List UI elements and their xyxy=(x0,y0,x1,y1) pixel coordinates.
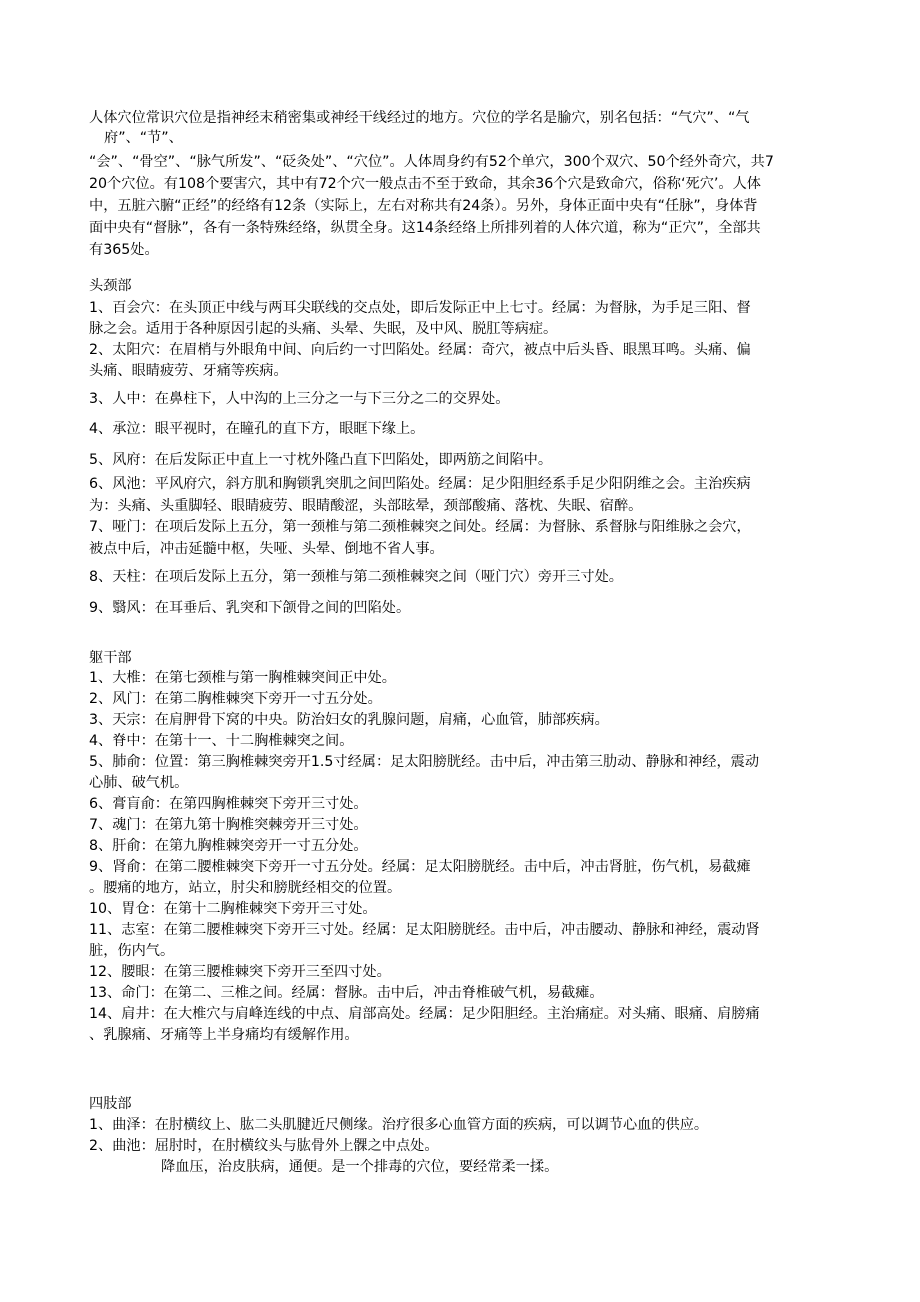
trunk-line-7: 6、膏肓俞：在第四胸椎棘突下旁开三寸处。 xyxy=(89,796,368,812)
head-line-6: 4、承泣：眼平视时，在瞳孔的直下方，眼眶下缘上。 xyxy=(89,421,425,437)
trunk-line-13: 11、志室：在第二腰椎棘突下旁开三寸处。经属：足太阳膀胱经。击中后，冲击腰动、静脉和神经，震动肾 xyxy=(89,922,760,938)
trunk-line-4: 4、脊中：在第十一、十二胸椎棘突之间。 xyxy=(89,733,354,749)
intro-line-6: 面中央有“督脉”，各有一条特殊经络，纵贯全身。这14条经络上所排列着的人体穴道，称为“正穴”，全部共 xyxy=(89,220,761,236)
section-title-head: 头颈部 xyxy=(89,278,132,294)
head-line-2: 脉之会。适用于各种原因引起的头痛、头晕、失眠，及中风、脱肛等病症。 xyxy=(89,321,558,337)
section-title-trunk: 躯干部 xyxy=(89,650,132,666)
trunk-line-6: 心肺、破气机。 xyxy=(89,775,189,791)
head-line-4: 头痛、眼睛疲劳、牙痛等疾病。 xyxy=(89,363,288,379)
trunk-line-17: 14、肩井：在大椎穴与肩峰连线的中点、肩部高处。经属：足少阳胆经。主治痛症。对头痛、眼痛、肩膀痛 xyxy=(89,1006,760,1022)
trunk-line-11: 。腰痛的地方，站立，肘尖和膀胱经相交的位置。 xyxy=(89,880,402,896)
head-line-10: 7、哑门：在项后发际上五分，第一颈椎与第二颈椎棘突之间处。经属：为督脉、系督脉与阳维脉之会穴， xyxy=(89,519,751,535)
intro-line-2: 府”、“节”、 xyxy=(104,130,183,146)
head-line-9: 为：头痛、头重脚轻、眼睛疲劳、眼睛酸涩，头部眩晕，颈部酸痛、落枕、失眠、宿醉。 xyxy=(89,498,643,514)
limbs-line-2: 2、曲池：屈肘时，在肘横纹头与肱骨外上髁之中点处。 xyxy=(89,1138,439,1154)
trunk-line-1: 1、大椎：在第七颈椎与第一胸椎棘突间正中处。 xyxy=(89,670,396,686)
head-line-7: 5、风府：在后发际正中直上一寸枕外隆凸直下凹陷处，即两筋之间陷中。 xyxy=(89,452,553,468)
trunk-line-14: 脏，伤内气。 xyxy=(89,943,175,959)
trunk-line-9: 8、肝俞：在第九胸椎棘突旁开一寸五分处。 xyxy=(89,838,368,854)
head-line-1: 1、百会穴：在头顶正中线与两耳尖联线的交点处，即后发际正中上七寸。经属：为督脉，为手足三阳、督 xyxy=(89,300,751,316)
intro-line-5: 中，五脏六腑“正经”的经络有12条（实际上，左右对称共有24条）。另外，身体正面中央有“任脉”，身体背 xyxy=(89,198,758,214)
trunk-line-12: 10、胃仓：在第十二胸椎棘突下旁开三寸处。 xyxy=(89,901,377,917)
head-line-12: 8、天柱：在项后发际上五分，第一颈椎与第二颈椎棘突之间（哑门穴）旁开三寸处。 xyxy=(89,569,623,585)
head-line-5: 3、人中：在鼻柱下，人中沟的上三分之一与下三分之二的交界处。 xyxy=(89,391,510,407)
limbs-line-1: 1、曲泽：在肘横纹上、肱二头肌腱近尺侧缘。治疗很多心血管方面的疾病，可以调节心血的供应。 xyxy=(89,1117,709,1133)
intro-line-3: “会”、“骨空”、“脉气所发”、“砭灸处”、“穴位”。人体周身约有52个单穴，300个双穴、50个经外奇穴，共7 xyxy=(89,154,774,170)
trunk-line-2: 2、风门：在第二胸椎棘突下旁开一寸五分处。 xyxy=(89,691,382,707)
intro-line-7: 有365处。 xyxy=(89,242,159,258)
trunk-line-15: 12、腰眼：在第三腰椎棘突下旁开三至四寸处。 xyxy=(89,964,391,980)
head-line-13: 9、翳风：在耳垂后、乳突和下颌骨之间的凹陷处。 xyxy=(89,600,411,616)
head-line-8: 6、风池：平风府穴，斜方肌和胸锁乳突肌之间凹陷处。经属：足少阳胆经系手足少阳阴维之会。主治疾病 xyxy=(89,476,751,492)
intro-line-4: 20个穴位。有108个要害穴，其中有72个穴一般点击不至于致命，其余36个穴是致命穴，俗称‘死穴’。人体 xyxy=(89,176,761,192)
head-line-3: 2、太阳穴：在眉梢与外眼角中间、向后约一寸凹陷处。经属：奇穴，被点中后头昏、眼黑耳鸣。头痛、偏 xyxy=(89,342,751,358)
trunk-line-18: 、乳腺痛、牙痛等上半身痛均有缓解作用。 xyxy=(89,1027,359,1043)
trunk-line-5: 5、肺俞：位置：第三胸椎棘突旁开1.5寸经属：足太阳膀胱经。击中后，冲击第三肋动、静脉和神经，震动 xyxy=(89,754,760,770)
limbs-line-3: 降血压，治皮肤病，通便。是一个排毒的穴位，要经常柔一揉。 xyxy=(161,1159,559,1175)
trunk-line-3: 3、天宗：在肩胛骨下窝的中央。防治妇女的乳腺问题，肩痛，心血管，肺部疾病。 xyxy=(89,712,609,728)
intro-line-1: 人体穴位常识穴位是指神经末稍密集或神经干线经过的地方。穴位的学名是腧穴，别名包括：“气穴”、“气 xyxy=(89,110,750,126)
head-line-11: 被点中后，冲击延髓中枢，失哑、头晕、倒地不省人事。 xyxy=(89,541,444,557)
trunk-line-16: 13、命门：在第二、三椎之间。经属：督脉。击中后，冲击脊椎破气机，易截瘫。 xyxy=(89,985,604,1001)
section-title-limbs: 四肢部 xyxy=(89,1096,132,1112)
trunk-line-10: 9、肾俞：在第二腰椎棘突下旁开一寸五分处。经属：足太阳膀胱经。击中后，冲击肾脏，伤气机，易截瘫 xyxy=(89,859,751,875)
trunk-line-8: 7、魂门：在第九第十胸椎突棘旁开三寸处。 xyxy=(89,817,368,833)
